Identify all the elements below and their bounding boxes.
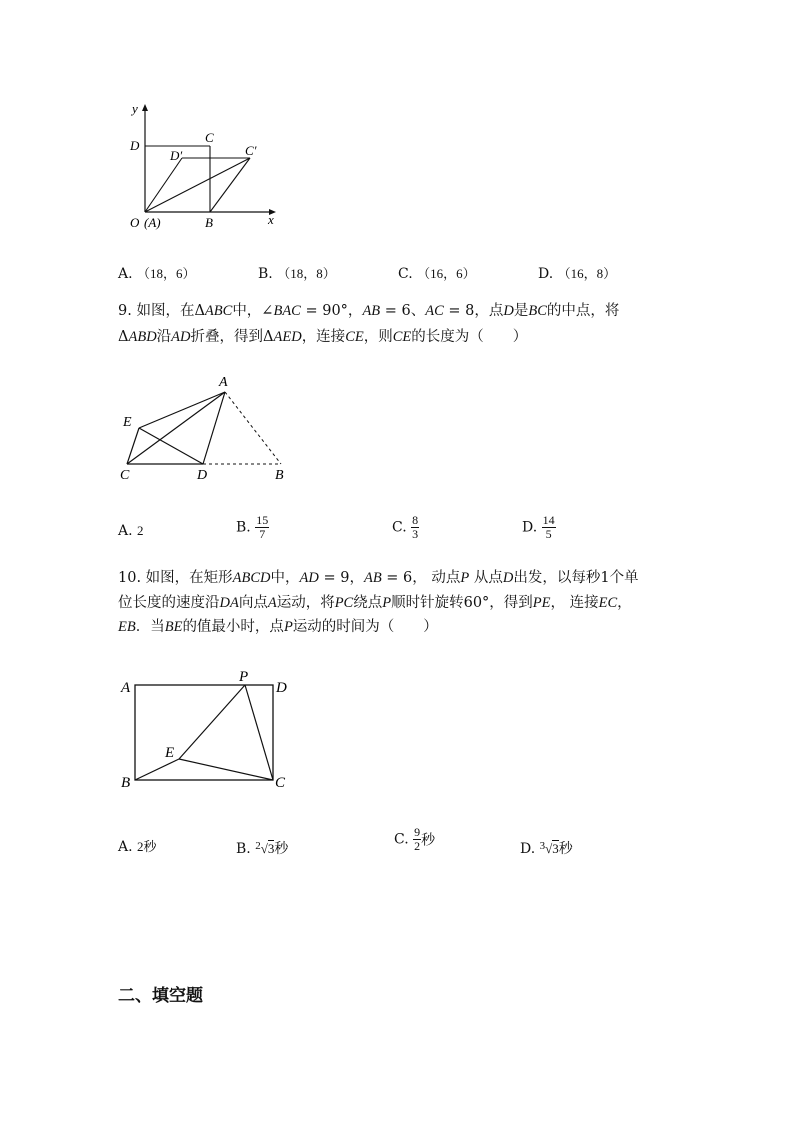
q10-option-a[interactable]: A. 2秒 [118, 839, 157, 855]
segment-OC-prime [145, 158, 250, 212]
segment-C-prime-B [210, 158, 250, 212]
radical-3-sqrt-3: $^3$√3 [539, 840, 559, 856]
segment-EB [135, 759, 179, 780]
segment-PC [245, 685, 273, 780]
label-C: C [205, 130, 214, 145]
segment-EC [127, 428, 139, 464]
segment-PE [179, 685, 245, 759]
label-P: P [239, 669, 249, 685]
section-title-fill-in-blank: 二、填空题 [118, 986, 203, 1006]
segment-AB-dashed [225, 392, 281, 464]
q10-text-line3: EB．当BE的值最小时，点P运动的时间为（ ） [118, 619, 438, 635]
q8-option-c[interactable]: C. （16，6） [398, 266, 476, 282]
label-O: O [130, 215, 140, 230]
label-D: D [276, 680, 287, 696]
q8-option-b[interactable]: B. （18，8） [258, 266, 336, 282]
fraction-14-5: $\frac{14}{5}$ [542, 513, 555, 541]
label-A: A [219, 375, 228, 390]
label-A-paren: (A) [144, 215, 161, 230]
label-y: y [132, 101, 138, 116]
label-D-prime: D′ [170, 148, 183, 163]
label-C-prime: C′ [245, 143, 257, 158]
q9-option-c[interactable]: C. $\frac{8}{3}$ [392, 513, 419, 541]
q9-option-b[interactable]: B. $\frac{15}{7}$ [236, 513, 269, 541]
label-B: B [121, 775, 131, 791]
label-D: D [197, 468, 208, 483]
rectangle-ABCD [135, 685, 273, 780]
radical-2-sqrt-3: $^2$√3 [255, 840, 275, 856]
label-A: A [121, 680, 131, 696]
figure-q9-triangle-fold [115, 370, 295, 485]
q10-option-c[interactable]: C. $\frac{9}{2}$ 秒 [394, 825, 436, 853]
label-C: C [120, 468, 130, 483]
q9-text-line2: ΔABD沿AD折叠，得到ΔAED，连接CE，则CE的长度为（ ） [118, 329, 528, 345]
q9-option-d[interactable]: D. $\frac{14}{5}$ [522, 513, 555, 541]
label-B: B [205, 215, 213, 230]
label-D: D [130, 138, 140, 153]
q9-text-line1: 9. 如图，在ΔABC中，∠BAC = 90°，AB = 6、AC = 8，点D是BC的中点，将 [118, 303, 620, 319]
q10-text-line1: 10. 如图，在矩形ABCD中，AD = 9，AB = 6， 动点P 从点D出发，以每秒1个单 [118, 570, 639, 586]
figure-q8-coordinate [120, 100, 290, 235]
q8-option-d[interactable]: D. （16，8） [538, 266, 617, 282]
q10-text-line2: 位长度的速度沿DA向点A运动，将PC绕点P顺时针旋转60°，得到PE， 连接EC， [118, 595, 632, 611]
segment-OD-prime [145, 158, 182, 212]
segment-EA [139, 392, 225, 428]
label-E: E [165, 745, 175, 761]
label-x: x [268, 212, 274, 227]
q10-option-d[interactable]: D. $^3$√3秒 [520, 840, 573, 857]
label-B: B [275, 468, 284, 483]
figure-q10-rectangle [115, 665, 300, 797]
segment-DA [203, 392, 225, 464]
segment-CA [127, 392, 225, 464]
q9-option-a[interactable]: A. 2 [118, 523, 144, 539]
label-C: C [275, 775, 286, 791]
label-E: E [123, 415, 132, 430]
y-axis-arrow [142, 104, 148, 111]
segment-EC [179, 759, 273, 780]
fraction-8-3: $\frac{8}{3}$ [412, 513, 419, 541]
fraction-9-2: $\frac{9}{2}$ [414, 825, 421, 853]
fraction-15-7: $\frac{15}{7}$ [256, 513, 269, 541]
segment-ED [139, 428, 203, 464]
q8-option-a[interactable]: A. （18，6） [118, 266, 196, 282]
q10-option-b[interactable]: B. $^2$√3秒 [236, 840, 289, 857]
